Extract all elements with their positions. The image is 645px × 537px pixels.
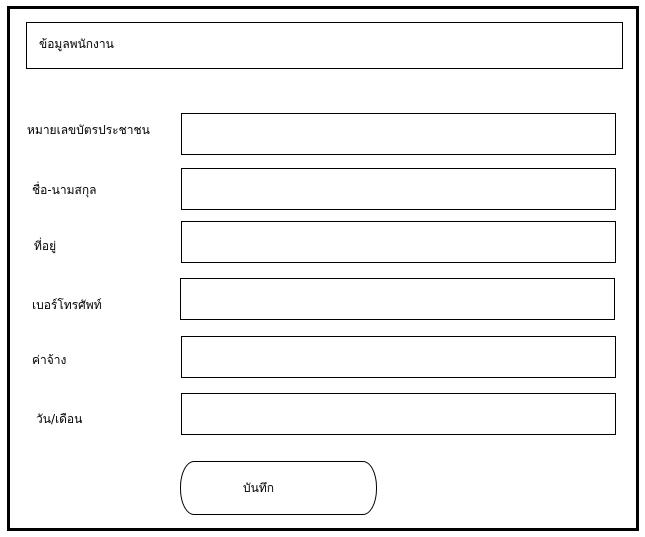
address-input[interactable] (181, 221, 616, 263)
date-label: วัน/เดือน (36, 412, 83, 426)
form-title: ข้อมูลพนักงาน (39, 37, 114, 51)
date-input[interactable] (181, 393, 616, 435)
id-card-label: หมายเลขบัตรประชาชน (27, 123, 150, 137)
full-name-label: ชื่อ-นามสกุล (32, 183, 97, 197)
wage-label: ค่าจ้าง (32, 353, 67, 367)
save-button[interactable] (180, 461, 377, 515)
phone-label: เบอร์โทรศัพท์ (32, 298, 102, 312)
wage-input[interactable] (181, 336, 616, 378)
phone-input[interactable] (180, 278, 615, 320)
full-name-input[interactable] (181, 168, 616, 210)
address-label: ที่อยู่ (34, 239, 57, 253)
employee-form-frame (7, 6, 639, 531)
form-header (26, 22, 623, 69)
save-button-label: บันทึก (243, 481, 274, 495)
id-card-input[interactable] (181, 113, 616, 155)
